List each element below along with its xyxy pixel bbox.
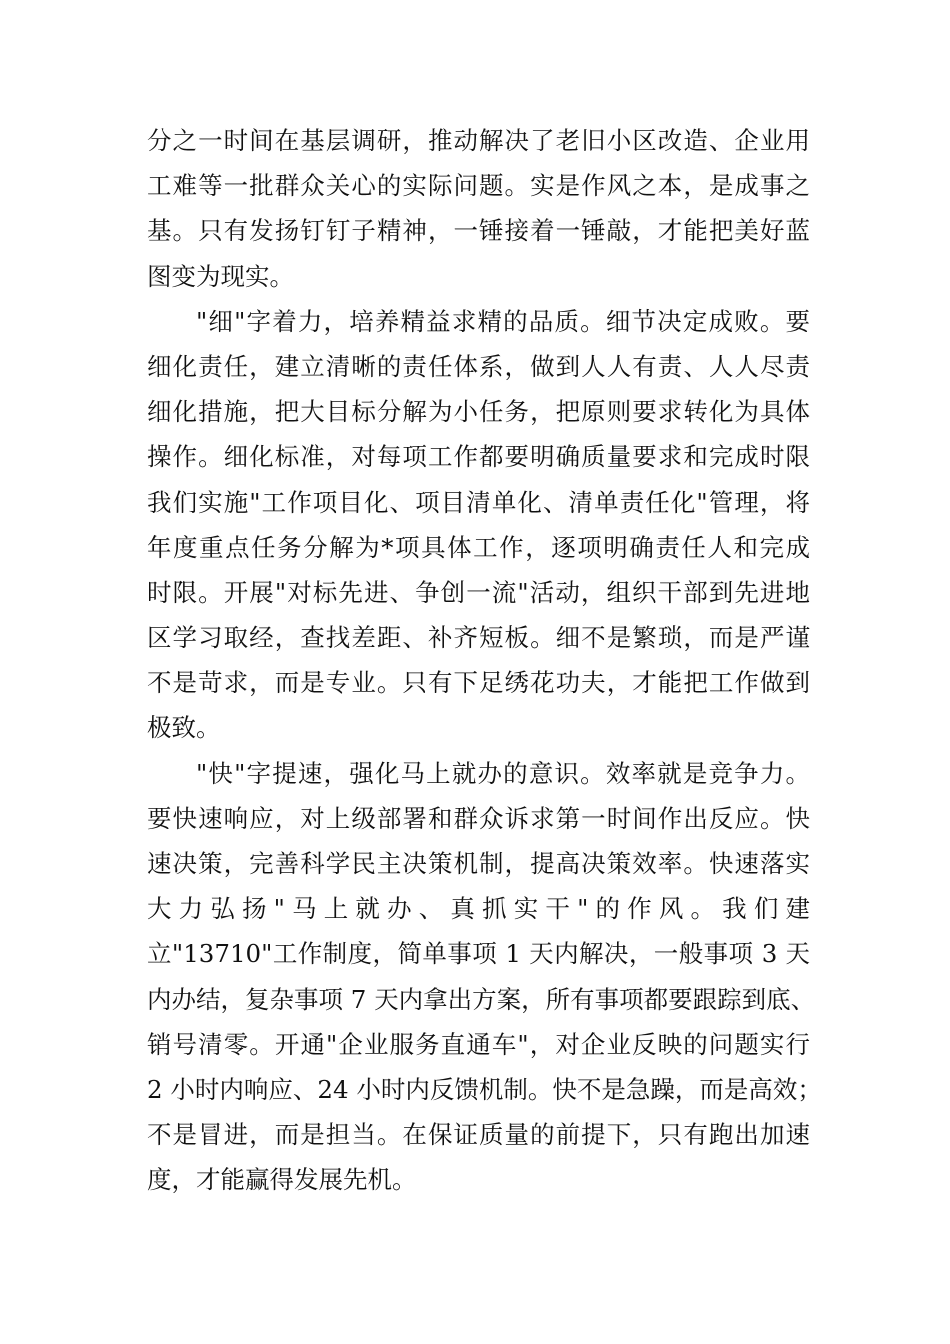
text-line: 速决策，完善科学民主决策机制，提高决策效率。快速落实 bbox=[147, 849, 810, 878]
text-line: 图变为现实。 bbox=[147, 261, 294, 291]
text-line: 不是苛求，而是专业。只有下足绣花功夫，才能把工作做到 bbox=[147, 668, 810, 698]
text-line: 我们实施"工作项目化、项目清单化、清单责任化"管理，将 bbox=[147, 487, 810, 517]
text-line: 时限。开展"对标先进、争创一流"活动，组织干部到先进地 bbox=[147, 577, 810, 607]
text-line: 度，才能赢得发展先机。 bbox=[147, 1165, 417, 1195]
paragraph-3 bbox=[147, 751, 822, 1203]
text-line: 极致。 bbox=[147, 713, 221, 743]
text-line: 基。只有发扬钉钉子精神，一锤接着一锤敲，才能把美好蓝 bbox=[147, 216, 810, 246]
text-line: 立"13710"工作制度，简单事项 1 天内解决，一般事项 3 天 bbox=[147, 939, 810, 969]
text-line: 要快速响应，对上级部署和群众诉求第一时间作出反应。快 bbox=[147, 803, 810, 833]
text-line: 细化责任，建立清晰的责任体系，做到人人有责、人人尽责 bbox=[147, 351, 810, 381]
text-line: 年度重点任务分解为*项具体工作，逐项明确责任人和完成 bbox=[147, 532, 810, 562]
text-line: 分之一时间在基层调研，推动解决了老旧小区改造、企业用 bbox=[147, 126, 810, 155]
text-line: 细化措施，把大目标分解为小任务，把原则要求转化为具体 bbox=[147, 397, 810, 427]
paragraph-2 bbox=[147, 299, 810, 751]
text-line: 工难等一批群众关心的实际问题。实是作风之本，是成事之 bbox=[147, 171, 810, 201]
text-line: 不是冒进，而是担当。在保证质量的前提下，只有跑出加速 bbox=[147, 1120, 810, 1150]
text-line: "细"字着力，培养精益求精的品质。细节决定成败。要 bbox=[196, 306, 810, 336]
text-line: 大力弘扬"马上就办、真抓实干"的作风。我们建 bbox=[147, 894, 810, 924]
text-line: 区学习取经，查找差距、补齐短板。细不是繁琐，而是严谨 bbox=[147, 623, 810, 653]
paragraph-1 bbox=[147, 118, 810, 299]
text-line: 操作。细化标准，对每项工作都要明确质量要求和完成时限 bbox=[147, 442, 810, 472]
text-line: 内办结，复杂事项 7 天内拿出方案，所有事项都要跟踪到底、 bbox=[147, 984, 816, 1014]
text-line: "快"字提速，强化马上就办的意识。效率就是竞争力。 bbox=[196, 758, 810, 788]
document-body bbox=[147, 118, 822, 1203]
text-line: 销号清零。开通"企业服务直通车"，对企业反映的问题实行 bbox=[147, 1029, 810, 1059]
text-line: 2 小时内响应、24 小时内反馈机制。快不是急躁，而是高效； bbox=[147, 1074, 822, 1104]
